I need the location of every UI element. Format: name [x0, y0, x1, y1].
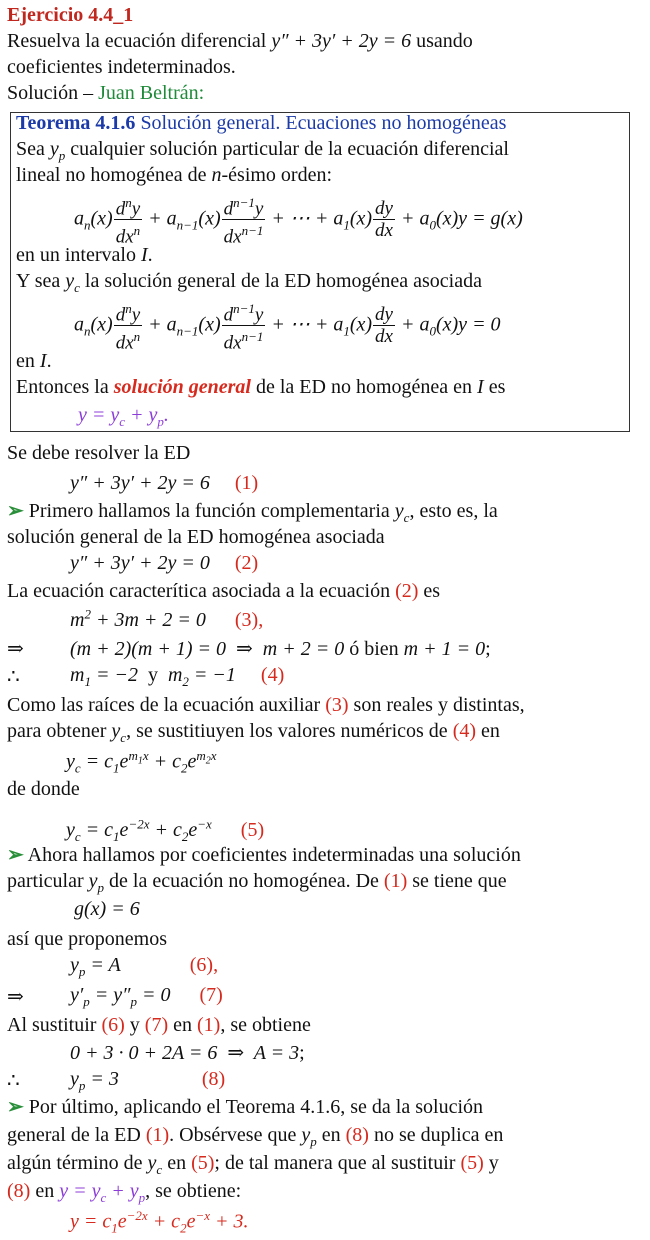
general-solution-form: $y = y_c + y_p$ [59, 1180, 146, 1205]
theorem-line-6: Entonces la solución general de la ED no homogénea en I es [16, 376, 506, 398]
solution-label: Solución – [7, 82, 94, 104]
tag-3: (3), [234, 608, 264, 631]
b2c: se tiene que [412, 870, 507, 892]
p7b: y [129, 1014, 140, 1036]
equation-7: $y_c = c_1e^{-2x} + c_2e^{-x}$ (5) [66, 816, 265, 844]
arrow-bullet-icon: ➢ [7, 500, 24, 522]
bullet-2-line-2: particular $y_p$ de la ecuación no homogénea. De (1) se tiene que [7, 870, 507, 895]
theorem-heading [16, 110, 506, 136]
implies-symbol-1: ⇒ [7, 638, 24, 660]
tag-8: (8) [201, 1068, 226, 1090]
theorem-equation-2: $a_n(x)$ $\frac{d^ny}{dx^n}$ + $a_{n-1}(x)$ $\frac{d^{n-1}y}{dx^{n-1}}$ + ⋯ + $a_1(x)$ $\frac{dy}{dx}$ + $a_0(x)y = 0$ [74, 298, 501, 354]
implies-symbol-2: ⇒ [7, 986, 24, 1008]
paragraph-1: Se debe resolver la ED [7, 442, 191, 464]
b3b: general de la ED [7, 1124, 141, 1146]
equation-3: $m^2 + 3m + 2 = 0$ (3), [70, 606, 264, 631]
statement-equation: y″ + 3y′ + 2y = 6 [271, 30, 412, 52]
p7a: Al sustituir [7, 1014, 97, 1036]
theorem-highlight: solución general [113, 376, 251, 398]
bullet-3-line-1 [7, 1094, 483, 1120]
equation-2: y″ + 3y′ + 2y = 0 (2) [70, 552, 259, 574]
statement-text: Resuelva la ecuación diferencial [7, 30, 267, 52]
paragraph-4: para obtener $y_c$, se sustitiuyen los valores numéricos de (4) en [7, 720, 500, 745]
tag-2: (2) [234, 552, 259, 574]
paragraph-3 [7, 692, 525, 718]
theorem-line-5: en I. [16, 350, 52, 372]
b3-tag-3: (5) [191, 1152, 215, 1174]
equation-1-rhs: = g(x) [472, 207, 523, 230]
tag-4: (4) [260, 664, 285, 686]
b3d: no se duplica en [373, 1124, 504, 1146]
arrow-bullet-icon: ➢ [7, 1096, 24, 1118]
equation-6: $y_c = c_1e^{m_1x} + c_2e^{m_2x}$ [66, 748, 217, 776]
equation-11: 0 + 3 · 0 + 2A = 6 ⇒ A = 3; [70, 1042, 305, 1064]
paragraph-6: así que proponemos [7, 928, 167, 950]
equation-9: $y_p = A$ (6), [70, 954, 219, 979]
p7-tag-3: (1) [197, 1014, 221, 1036]
solution-line [7, 80, 204, 106]
statement-line-1 [7, 28, 473, 54]
paragraph-2 [7, 578, 440, 604]
equation-4: (m + 2)(m + 1) = 0 ⇒ m + 2 = 0 ó bien m + 1 = 0; [70, 638, 491, 660]
p7c: en [173, 1014, 192, 1036]
p7-tag-2: (7) [144, 1014, 169, 1036]
exercise-title: Ejercicio 4.4_1 [7, 4, 134, 26]
p7d: , se obtiene [220, 1014, 311, 1036]
tag-7: (7) [199, 984, 223, 1006]
theorem-conclusion: $y = y_c + y_p$. [78, 404, 169, 429]
b2-tag: (1) [383, 870, 408, 892]
tag-1: (1) [234, 472, 259, 494]
statement-line-2: coeficientes indeterminados. [7, 56, 236, 78]
p2-tag: (2) [395, 580, 419, 602]
p3-tag: (3) [325, 694, 349, 716]
therefore-symbol-2: ∴ [7, 1070, 20, 1092]
theorem-line-3: en un intervalo I. [16, 244, 153, 266]
statement-text-2: usando [416, 30, 473, 52]
p2b: es [423, 580, 441, 602]
p2a: La ecuación caracterítica asociada a la ecuación [7, 580, 391, 602]
tag-5: (5) [240, 818, 265, 841]
equation-1: y″ + 3y′ + 2y = 6 (1) [70, 472, 259, 494]
bullet-3-line-4 [7, 1178, 241, 1211]
p4-tag: (4) [452, 720, 477, 742]
final-solution: $y = c_1e^{-2x} + c_2e^{-x} + 3$. [70, 1208, 249, 1236]
p3a: Como las raíces de la ecuación auxiliar [7, 694, 321, 716]
equation-8: g(x) = 6 [74, 898, 140, 920]
equation-10: $y'_p = y''_p = 0$ (7) [70, 984, 223, 1009]
bullet-1-line-1: ➢ Primero hallamos la función complementaria $y_c$, esto es, la [7, 500, 498, 525]
theorem-line-1: Sea $y_p$ cualquier solución particular de la ecuación diferencial [16, 138, 509, 163]
equation-12: $y_p = 3$ (8) [70, 1068, 226, 1093]
bullet-3-line-3: algún término de $y_c$ en (5); de tal manera que al sustituir (5) y [7, 1152, 499, 1177]
arrow-bullet-icon: ➢ [7, 844, 24, 866]
bullet-1-line-2: solución general de la ED homogénea asociada [7, 526, 385, 548]
b3g: y [488, 1152, 499, 1174]
b3a: Por último, aplicando el Teorema 4.1.6, se da la solución [28, 1096, 484, 1118]
therefore-symbol-1: ∴ [7, 666, 20, 688]
paragraph-7 [7, 1012, 311, 1038]
author-name: Juan Beltrán: [98, 82, 205, 104]
p7-tag-1: (6) [101, 1014, 125, 1036]
b3-tag-4: (5) [460, 1152, 484, 1174]
equation-5: $m_1 = -2$ y $m_2 = -1$ (4) [70, 664, 285, 689]
tag-6: (6), [189, 954, 219, 976]
bullet-2-line-1: ➢ Ahora hallamos por coeficientes indeterminadas una solución [7, 844, 521, 866]
theorem-equation-1: $a_n(x)$ $\frac{d^ny}{dx^n}$ + $a_{n-1}(x)$ $\frac{d^{n-1}y}{dx^{n-1}}$ + ⋯ + $a_1(x)$ $\frac{dy}{dx}$ + $a_0(x)y = g(x)$ [74, 192, 523, 248]
p3b: son reales y distintas, [353, 694, 525, 716]
b3-tag-5: (8) [7, 1180, 31, 1202]
b3-tag-2: (8) [345, 1124, 369, 1146]
equation-2-rhs: = 0 [472, 313, 501, 336]
bullet-3-line-2: general de la ED (1). Obsérvese que $y_p$ en (8) no se duplica en [7, 1124, 504, 1149]
b3h: en [35, 1180, 55, 1202]
b3f: ; de tal manera que al sustituir [214, 1152, 456, 1174]
b3-tag-1: (1) [145, 1124, 170, 1146]
theorem-title: Solución general. Ecuaciones no homogéneas [140, 112, 507, 134]
paragraph-5: de donde [7, 778, 80, 800]
b3i: , se obtiene: [145, 1180, 242, 1202]
theorem-l6a: Entonces la [16, 376, 109, 398]
theorem-line-4: Y sea $y_c$ la solución general de la ED homogénea asociada [16, 270, 482, 295]
p4b: en [481, 720, 500, 742]
theorem-name: Teorema 4.1.6 [16, 112, 136, 134]
theorem-line-2: lineal no homogénea de n-ésimo orden: [16, 164, 333, 186]
